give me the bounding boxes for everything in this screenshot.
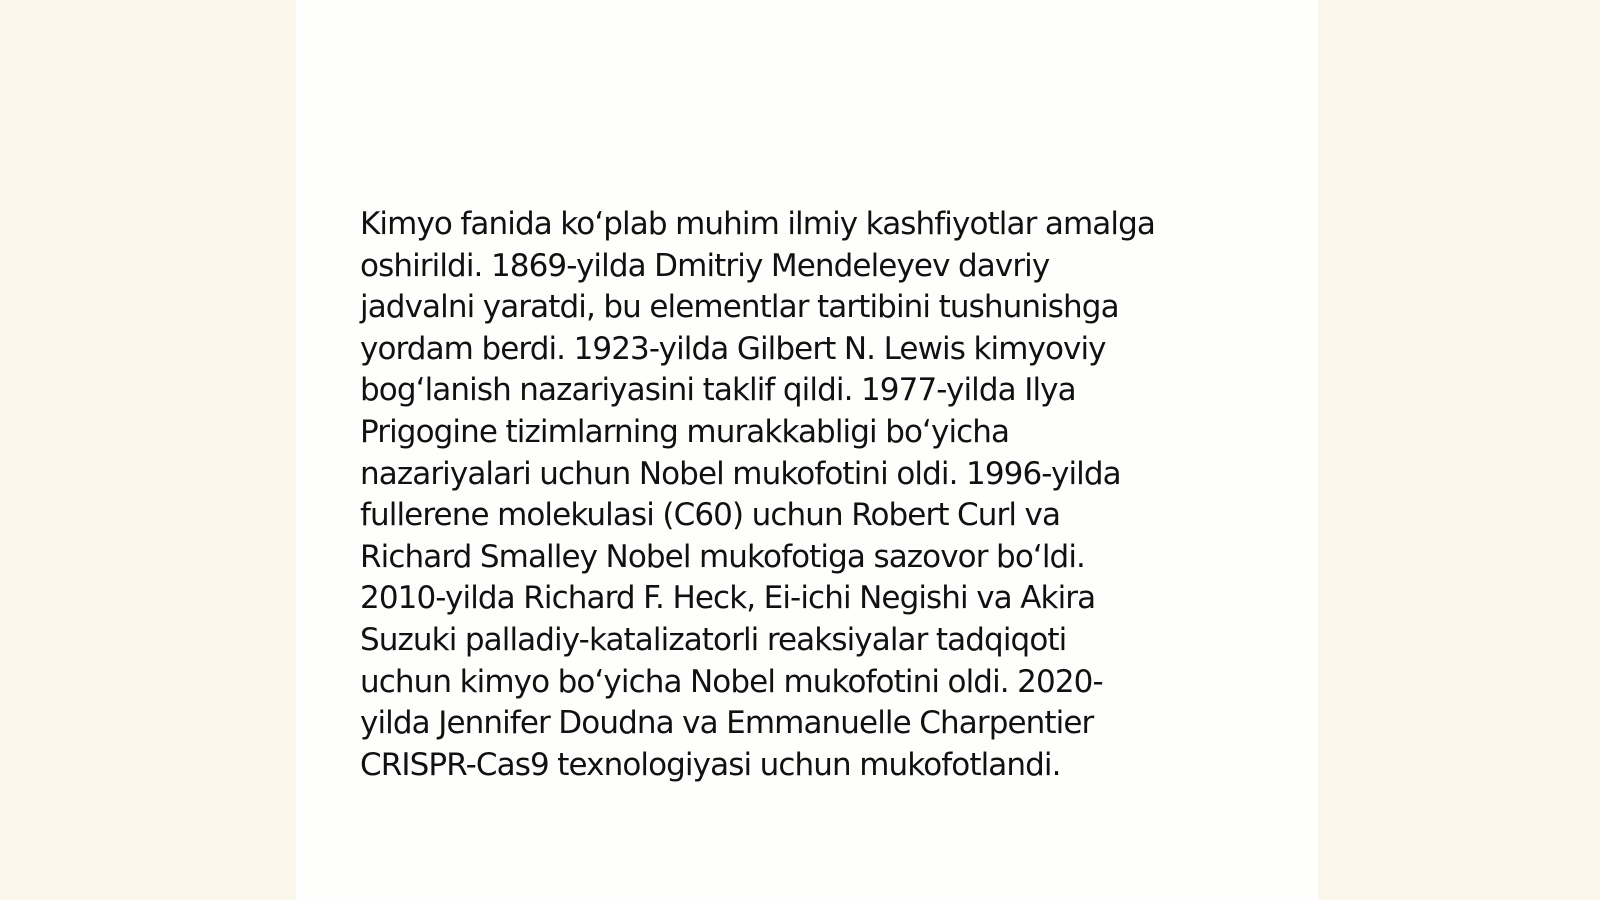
paragraph-line: nazariyalari uchun Nobel mukofotini oldi. 1996-yilda <box>360 455 1121 492</box>
paragraph-line: Suzuki palladiy-katalizatorli reaksiyalar tadqiqoti <box>360 621 1067 658</box>
paragraph-line: CRISPR-Cas9 texnologiyasi uchun mukofotlandi. <box>360 746 1061 783</box>
paragraph-line: yordam berdi. 1923-yilda Gilbert N. Lewis kimyoviy <box>360 330 1106 367</box>
paragraph-line: oshirildi. 1869-yilda Dmitriy Mendeleyev davriy <box>360 247 1050 284</box>
paragraph-line: fullerene molekulasi (C60) uchun Robert Curl va <box>360 497 1061 534</box>
document-page <box>296 0 1318 900</box>
paragraph-line: yilda Jennifer Doudna va Emmanuelle Charpentier <box>360 705 1094 742</box>
paragraph-line: bog‘lanish nazariyasini taklif qildi. 1977-yilda Ilya <box>360 372 1076 409</box>
paragraph-line: jadvalni yaratdi, bu elementlar tartibini tushunishga <box>360 289 1119 326</box>
paragraph-line: Richard Smalley Nobel mukofotiga sazovor bo‘ldi. <box>360 538 1086 575</box>
paragraph-line: 2010-yilda Richard F. Heck, Ei-ichi Negishi va Akira <box>360 580 1096 617</box>
paragraph-line: Prigogine tizimlarning murakkabligi bo‘yicha <box>360 413 1010 450</box>
paragraph-line: Kimyo fanida ko‘plab muhim ilmiy kashfiyotlar amalga <box>360 206 1155 242</box>
body-paragraph <box>360 204 1270 786</box>
paragraph-line: uchun kimyo bo‘yicha Nobel mukofotini oldi. 2020- <box>360 663 1103 700</box>
